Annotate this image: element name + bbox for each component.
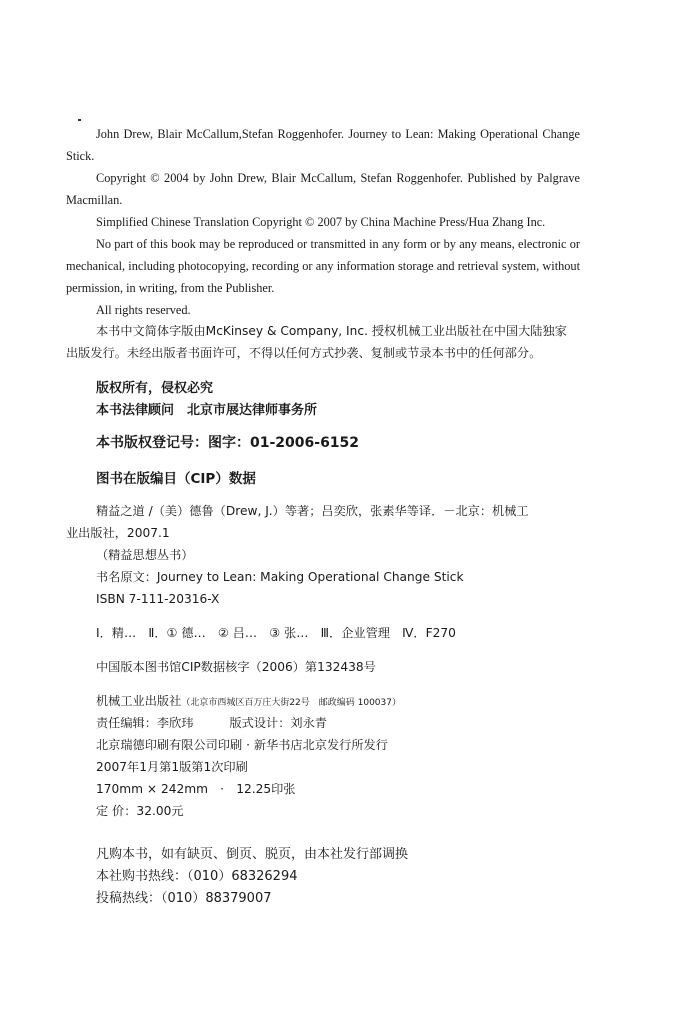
scan-speck	[78, 119, 81, 121]
publisher-address: （北京市西城区百万庄大街22号 邮政编码 100037）	[181, 698, 401, 708]
cip-original-title: 书名原文：Journey to Lean: Making Operational Change Stick	[96, 570, 464, 584]
legal-counsel: 本书法律顾问 北京市展达律师事务所	[96, 403, 318, 418]
submission-hotline: 投稿热线：（010）88379007	[96, 891, 272, 906]
cip-entry-line-1: 精益之道 /（美）德鲁（Drew, J.）等著；吕奕欣，张素华等译．－北京：机械工	[96, 504, 529, 518]
authorization-line-2: 出版发行。未经出版者书面许可，不得以任何方式抄袭、复制或节录本书中的任何部分。	[66, 346, 542, 360]
layout-designer: 版式设计：刘永青	[229, 716, 327, 730]
purchase-hotline: 本社购书热线：（010）68326294	[96, 869, 298, 884]
publisher-line	[96, 690, 401, 714]
editor-line	[96, 712, 327, 734]
printer-line: 北京瑞德印刷有限公司印刷 · 新华书店北京发行所发行	[96, 738, 388, 752]
cip-heading: 图书在版编目（CIP）数据	[96, 471, 256, 487]
translation-copyright: Simplified Chinese Translation Copyright © 2007 by China Machine Press/Hua Zhang Inc.	[96, 215, 546, 229]
rights-reserved-cn: 版权所有，侵权必究	[96, 381, 214, 396]
authorization-line-1: 本书中文简体字版由McKinsey & Company, Inc. 授权机械工业出版社在中国大陆独家	[96, 324, 567, 338]
price-line: 定 价：32.00元	[96, 804, 184, 818]
cip-entry-line-2: 业出版社，2007.1	[66, 526, 170, 540]
publisher-name: 机械工业出版社	[96, 694, 182, 708]
responsible-editor: 责任编辑：李欣玮	[96, 716, 194, 730]
reproduction-notice: No part of this book may be reproduced or transmitted in any form or by any means, electronic or mechanical, including photocopying, recording or any information storage and retrieval system, without permission, in writing, from the Publisher.	[66, 237, 580, 295]
copyright-notice: Copyright © 2004 by John Drew, Blair McCallum, Stefan Roggenhofer. Published by Palgrave Macmillan.	[66, 171, 580, 207]
cip-number: 中国版本图书馆CIP数据核字（2006）第132438号	[96, 660, 376, 674]
cip-isbn: ISBN 7-111-20316-X	[96, 592, 220, 606]
format-line: 170mm × 242mm · 12.25印张	[96, 782, 296, 796]
original-citation: John Drew, Blair McCallum,Stefan Roggenhofer. Journey to Lean: Making Operational Change Stick.	[66, 127, 580, 163]
cip-series: （精益思想丛书）	[96, 548, 194, 562]
defect-notice: 凡购本书，如有缺页、倒页、脱页，由本社发行部调换	[96, 847, 409, 862]
edition-line: 2007年1月第1版第1次印刷	[96, 760, 248, 774]
all-rights-reserved: All rights reserved.	[96, 303, 191, 317]
cip-classification: Ⅰ．精… Ⅱ．① 德… ② 吕… ③ 张… Ⅲ．企业管理 Ⅳ．F270	[96, 626, 456, 640]
copyright-registration: 本书版权登记号：图字：01-2006-6152	[96, 435, 360, 451]
